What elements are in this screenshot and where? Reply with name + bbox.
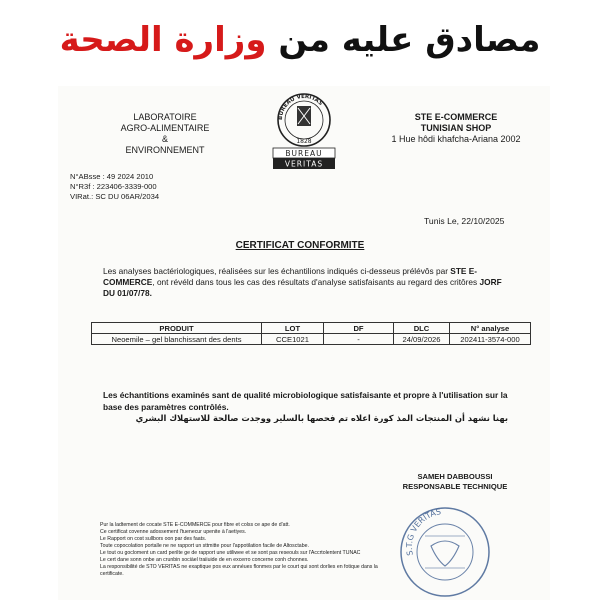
results-table <box>91 322 531 345</box>
col-header-lot: LOT <box>262 323 324 334</box>
id-line-3: VIRat.: SC DU 06AR/2034 <box>70 192 160 201</box>
svg-text:S.T.G VERITAS <box>405 507 442 556</box>
analysis-paragraph <box>103 266 503 299</box>
logo-ring-text: BUREAU VERITAS <box>277 93 324 121</box>
certificate-title: CERTIFICAT CONFORMITE <box>235 240 365 251</box>
shop-name-line-2: TUNISIAN SHOP <box>420 123 492 133</box>
col-header-product: PRODUIT <box>92 323 262 334</box>
bureau-veritas-logo <box>272 90 336 170</box>
footer-line-5: Le tout ou gocloment un card perilte ge de rapport une utiliwee et se sont pas reseouls sur l'Accrtolentent TUNAC <box>100 550 361 556</box>
logo-box-line-1: BUREAU <box>285 149 323 158</box>
headline-black-part: مصادق عليه من <box>278 20 541 60</box>
table-header-row <box>92 323 531 334</box>
conclusion-paragraph: Les échantitions examinés sant de qualité microbiologique satisfaisante et propre à l'utilisation sur la base des paramètres contrôlés. <box>103 390 508 412</box>
cell-lot: CCE1021 <box>262 334 324 345</box>
arabic-statement: بهنا نشهد أن المنتجات المذ كورة اعلاه تم فحصها بالسلير ووجدت صالحة للاستهلاك البشري <box>135 413 508 423</box>
shop-block <box>376 112 536 145</box>
para1-bold-2: JORF DU 01/07/78. <box>103 277 502 298</box>
stamp-ring-text: S.T.G VERITAS <box>404 507 442 557</box>
signatory-role: RESPONSABLE TECHNIQUE <box>402 482 508 491</box>
footer-line-6: Le cert dane sonn onbe an crunbin sociàel traiiuide de en excerro concerne conh chonnes. <box>100 557 309 563</box>
para1-bold-1: STE E-COMMERCE <box>103 266 478 287</box>
cell-analysis-number: 202411-3574-000 <box>450 334 531 345</box>
col-header-dlc: DLC <box>394 323 450 334</box>
footer-line-3: Le Rapport on cost sullbors oon par des faats. <box>100 536 207 542</box>
col-header-df: DF <box>324 323 394 334</box>
lab-line-3: & <box>161 134 168 144</box>
para1-text-1: Les analyses bactériologiques, réalisées sur les échantilions indiqués ci-desseus prélévôs par <box>103 266 451 276</box>
footer-notes <box>100 522 400 578</box>
footer-line-4: Toute copocolation portalle ne ne rapport un sttmitte pour l'appotilation facile de Altosctabe. <box>100 543 309 549</box>
para1-text-2: , ont révéld dans tous les cas des résultats d'analyse satisfaisants au regard des critôres <box>152 277 480 287</box>
shop-address: 1 Hue hôdi khafcha-Ariana 2002 <box>391 134 521 144</box>
issue-date: Tunis Le, 22/10/2025 <box>424 216 505 226</box>
reference-ids <box>70 172 159 202</box>
id-line-2: N°R3f : 223406-3339-000 <box>70 182 157 191</box>
lab-name-block <box>100 112 230 156</box>
lab-line-2: AGRO-ALIMENTAIRE <box>120 123 210 133</box>
logo-year: 1828 <box>296 138 312 145</box>
official-stamp <box>395 500 495 600</box>
logo-box-line-2: VERITAS <box>284 159 324 169</box>
table-row <box>92 334 531 345</box>
id-line-1: N°ABsse : 49 2024 2010 <box>70 172 154 181</box>
lab-line-1: LABORATOIRE <box>133 112 197 122</box>
signature-block <box>400 472 510 492</box>
headline-red-part: وزارة الصحة <box>59 20 267 60</box>
footer-line-1: Pur la ladtement de cocate STE E-COMMERCE pour fibre et colss ce ape de d'att. <box>100 522 290 528</box>
cell-dlc: 24/09/2026 <box>394 334 450 345</box>
lab-line-4: ENVIRONNEMENT <box>125 145 205 155</box>
footer-line-2: Ce certificat covenne adossement l'tuenecur upenite à l'aetiyes. <box>100 529 247 535</box>
col-header-analysis-number: N° analyse <box>450 323 531 334</box>
cell-product: Neoemile – gel blanchissant des dents <box>92 334 262 345</box>
footer-line-7: La responsibilité de STO VERITAS ne exaptique pos eux annéues flonmes par le court qui sont dorlies en fotique dans la certificate. <box>100 564 378 577</box>
cell-df: - <box>324 334 394 345</box>
signatory-name: SAMEH DABBOUSSI <box>417 472 493 481</box>
headline <box>0 18 600 62</box>
shop-name-line-1: STE E-COMMERCE <box>414 112 498 122</box>
